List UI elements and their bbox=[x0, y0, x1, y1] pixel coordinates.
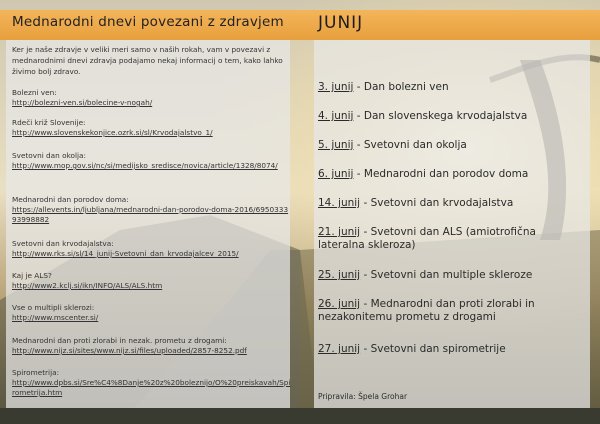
source-link[interactable]: http://www.rks.si/sl/14_junij-Svetovni_dan_krvodajalcev_2015/ bbox=[12, 249, 239, 258]
date-label: 27. junij bbox=[318, 343, 361, 355]
source-item bbox=[12, 88, 292, 108]
date-item bbox=[318, 168, 584, 181]
dates-panel bbox=[314, 40, 590, 408]
date-item bbox=[318, 298, 584, 324]
intro-text: Ker je naše zdravje v veliki meri samo v naših rokah, vam v povezavi z mednarodnimi dnevi zdravja podajamo nekaj informacij o tem, kako lahko živimo bolj zdravo. bbox=[12, 45, 283, 76]
source-link[interactable]: http://www2.kclj.si/ikn/INFO/ALS/ALS.htm bbox=[12, 281, 163, 290]
date-label: 14. junij bbox=[318, 197, 361, 209]
source-label: Svetovni dan krvodajalstva: bbox=[12, 239, 114, 248]
date-item bbox=[318, 226, 584, 252]
source-label: Vse o multipli sklerozi: bbox=[12, 303, 95, 312]
source-label: Svetovni dan okolja: bbox=[12, 151, 86, 160]
source-item bbox=[12, 239, 292, 259]
date-text: - Svetovni dan spirometrije bbox=[360, 343, 506, 355]
date-item bbox=[318, 81, 584, 94]
date-label: 6. junij bbox=[318, 168, 354, 180]
page-title: Mednarodni dnevi povezani z zdravjem bbox=[12, 14, 284, 30]
date-text: - Svetovni dan okolja bbox=[353, 139, 467, 151]
date-label: 5. junij bbox=[318, 139, 354, 151]
date-text: - Svetovni dan multiple skleroze bbox=[360, 269, 533, 281]
source-item bbox=[12, 336, 292, 356]
date-text: - Svetovni dan krvodajalstva bbox=[360, 197, 514, 209]
date-item bbox=[318, 197, 584, 210]
sources-panel bbox=[6, 40, 290, 408]
source-label: Spirometrija: bbox=[12, 368, 60, 377]
source-link[interactable]: http://www.dpbs.si/Sre%C4%8Danje%20z%20boleznijo/O%20preiskavah/Spirometrija.htm bbox=[12, 378, 291, 397]
date-item bbox=[318, 110, 584, 123]
source-link[interactable]: http://bolezni-ven.si/bolecine-v-nogah/ bbox=[12, 98, 153, 107]
date-item bbox=[318, 343, 584, 356]
date-text: - Dan slovenskega krvodajalstva bbox=[353, 110, 528, 122]
date-label: 3. junij bbox=[318, 81, 354, 93]
date-item bbox=[318, 139, 584, 152]
source-item bbox=[12, 195, 292, 225]
month-title: JUNIJ bbox=[318, 13, 364, 33]
date-label: 25. junij bbox=[318, 269, 361, 281]
source-link[interactable]: https://allevents.in/ljubljana/mednarodni-dan-porodov-doma-2016/695033393998882 bbox=[12, 205, 289, 224]
date-text: - Svetovni dan ALS (amiotrofična lateralna skleroza) bbox=[318, 226, 536, 251]
date-text: - Mednarodni dan proti zlorabi in nezakonitemu prometu z drogami bbox=[318, 298, 535, 323]
date-item bbox=[318, 269, 584, 282]
date-text: - Mednarodni dan porodov doma bbox=[353, 168, 529, 180]
source-label: Kaj je ALS? bbox=[12, 271, 52, 280]
source-item bbox=[12, 271, 292, 291]
source-item bbox=[12, 368, 292, 398]
date-label: 21. junij bbox=[318, 226, 361, 238]
date-label: 26. junij bbox=[318, 298, 361, 310]
date-label: 4. junij bbox=[318, 110, 354, 122]
source-label: Mednarodni dan proti zlorabi in nezak. prometu z drogami: bbox=[12, 336, 227, 345]
source-label: Bolezni ven: bbox=[12, 88, 57, 97]
source-label: Rdeči križ Slovenije: bbox=[12, 118, 86, 127]
source-item bbox=[12, 303, 292, 323]
source-link[interactable]: http://www.slovenskekonjice.ozrk.si/sl/Krvodajalstvo_1/ bbox=[12, 128, 213, 137]
source-item bbox=[12, 118, 292, 138]
source-item bbox=[12, 151, 292, 171]
date-text: - Dan bolezni ven bbox=[353, 81, 449, 93]
source-link[interactable]: http://www.mop.gov.si/nc/si/medijsko_sredisce/novica/article/1328/8074/ bbox=[12, 161, 278, 170]
source-link[interactable]: http://www.mscenter.si/ bbox=[12, 313, 99, 322]
source-label: Mednarodni dan porodov doma: bbox=[12, 195, 129, 204]
author-credit: Pripravila: Špela Grohar bbox=[318, 392, 408, 401]
source-link[interactable]: http://www.nijz.si/sites/www.nijz.si/files/uploaded/2857-8252.pdf bbox=[12, 346, 247, 355]
